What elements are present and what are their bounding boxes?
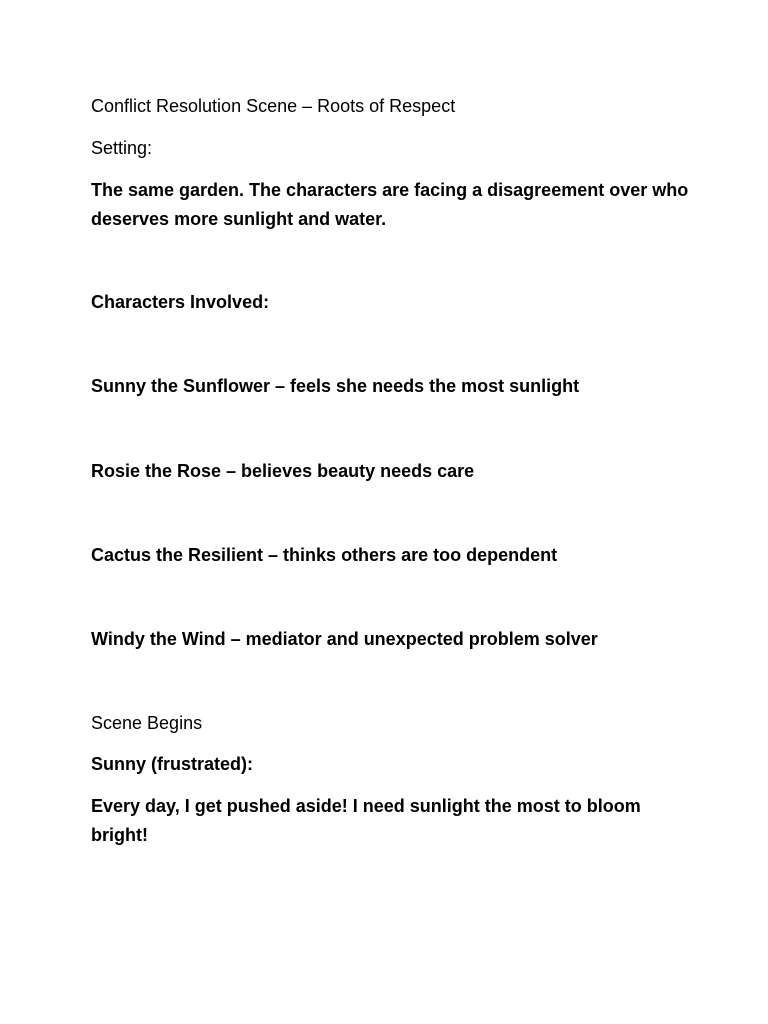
document-title: Conflict Resolution Scene – Roots of Respect — [91, 96, 456, 116]
character-item: Sunny the Sunflower – feels she needs the most sunlight — [91, 376, 580, 396]
character-item: Windy the Wind – mediator and unexpected problem solver — [91, 629, 598, 649]
character-item: Cactus the Resilient – thinks others are too dependent — [91, 545, 558, 565]
setting-label: Setting: — [91, 138, 153, 158]
scene-label: Scene Begins — [91, 713, 203, 733]
speaker-label: Sunny (frustrated): — [91, 754, 253, 774]
dialogue-text: Every day, I get pushed aside! I need sunlight the most to bloom bright! — [91, 796, 641, 845]
character-item: Rosie the Rose – believes beauty needs care — [91, 461, 475, 481]
characters-label: Characters Involved: — [91, 292, 270, 312]
setting-text: The same garden. The characters are facing a disagreement over who deserves more sunlight and water. — [91, 180, 689, 229]
